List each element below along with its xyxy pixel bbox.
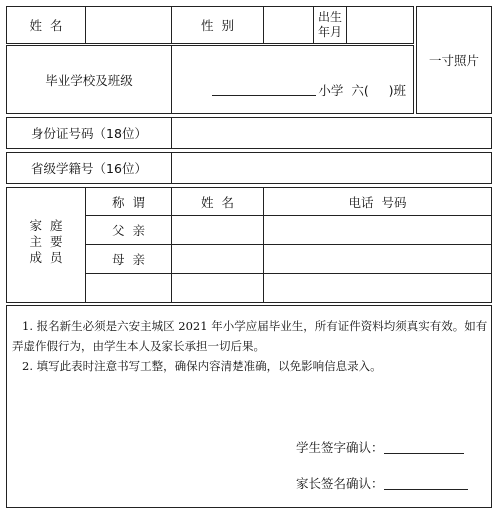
school-fill-line [171,45,414,114]
id-input-box[interactable] [171,117,492,149]
col-relation: 称 谓 [112,194,145,210]
parent-signature-label: 家长签名确认： [296,476,384,491]
extra-phone-box[interactable] [263,273,492,303]
note-2: 2. 填写此表时注意书写工整，确保内容清楚准确，以免影响信息录入。 [22,359,382,373]
col-name: 姓 名 [201,194,234,210]
parent-signature-line[interactable] [384,477,468,490]
province-id-input-box[interactable] [171,152,492,184]
family-label-line3: 成 员 [29,250,63,265]
photo-label: 一寸照片 [428,53,479,68]
province-id-label: 省级学籍号（16位） [31,161,147,176]
birth-label-line2: 年月 [317,25,342,39]
mother-name-box[interactable] [171,244,264,274]
school-label: 毕业学校及班级 [45,72,133,88]
extra-relation-box[interactable] [85,273,172,303]
father-phone-box[interactable] [263,215,492,245]
birth-label [313,6,347,44]
father-name-box[interactable] [171,215,264,245]
extra-name-box[interactable] [171,273,264,303]
student-signature-row [250,436,480,458]
family-label-line2: 主 要 [29,234,63,249]
gender-input-box[interactable] [263,6,314,44]
parent-signature-row [250,472,480,494]
family-label [6,187,86,303]
school-underline[interactable] [212,83,316,96]
mother-phone-box[interactable] [263,244,492,274]
name-input-box[interactable] [85,6,172,44]
school-fill-suffix: 小学 六( )班 [318,82,406,98]
birth-input-box[interactable] [346,6,414,44]
row-father: 父 亲 [112,223,145,238]
family-label-line1: 家 庭 [29,218,63,233]
col-phone: 电话 号码 [348,194,407,210]
student-signature-line[interactable] [384,441,464,454]
notes-text [12,316,490,376]
student-signature-label: 学生签字确认： [296,440,384,455]
name-label: 姓 名 [29,18,63,33]
row-mother: 母 亲 [112,252,145,267]
note-1: 1. 报名新生必须是六安主城区 2021 年小学应届毕业生，所有证件资料均须真实有效。如有弄虚作假行为，由学生本人及家长承担一切后果。 [12,319,488,353]
gender-label: 性 别 [201,18,234,33]
birth-label-line1: 出生 [317,10,342,24]
id-label: 身份证号码（18位） [31,126,147,141]
